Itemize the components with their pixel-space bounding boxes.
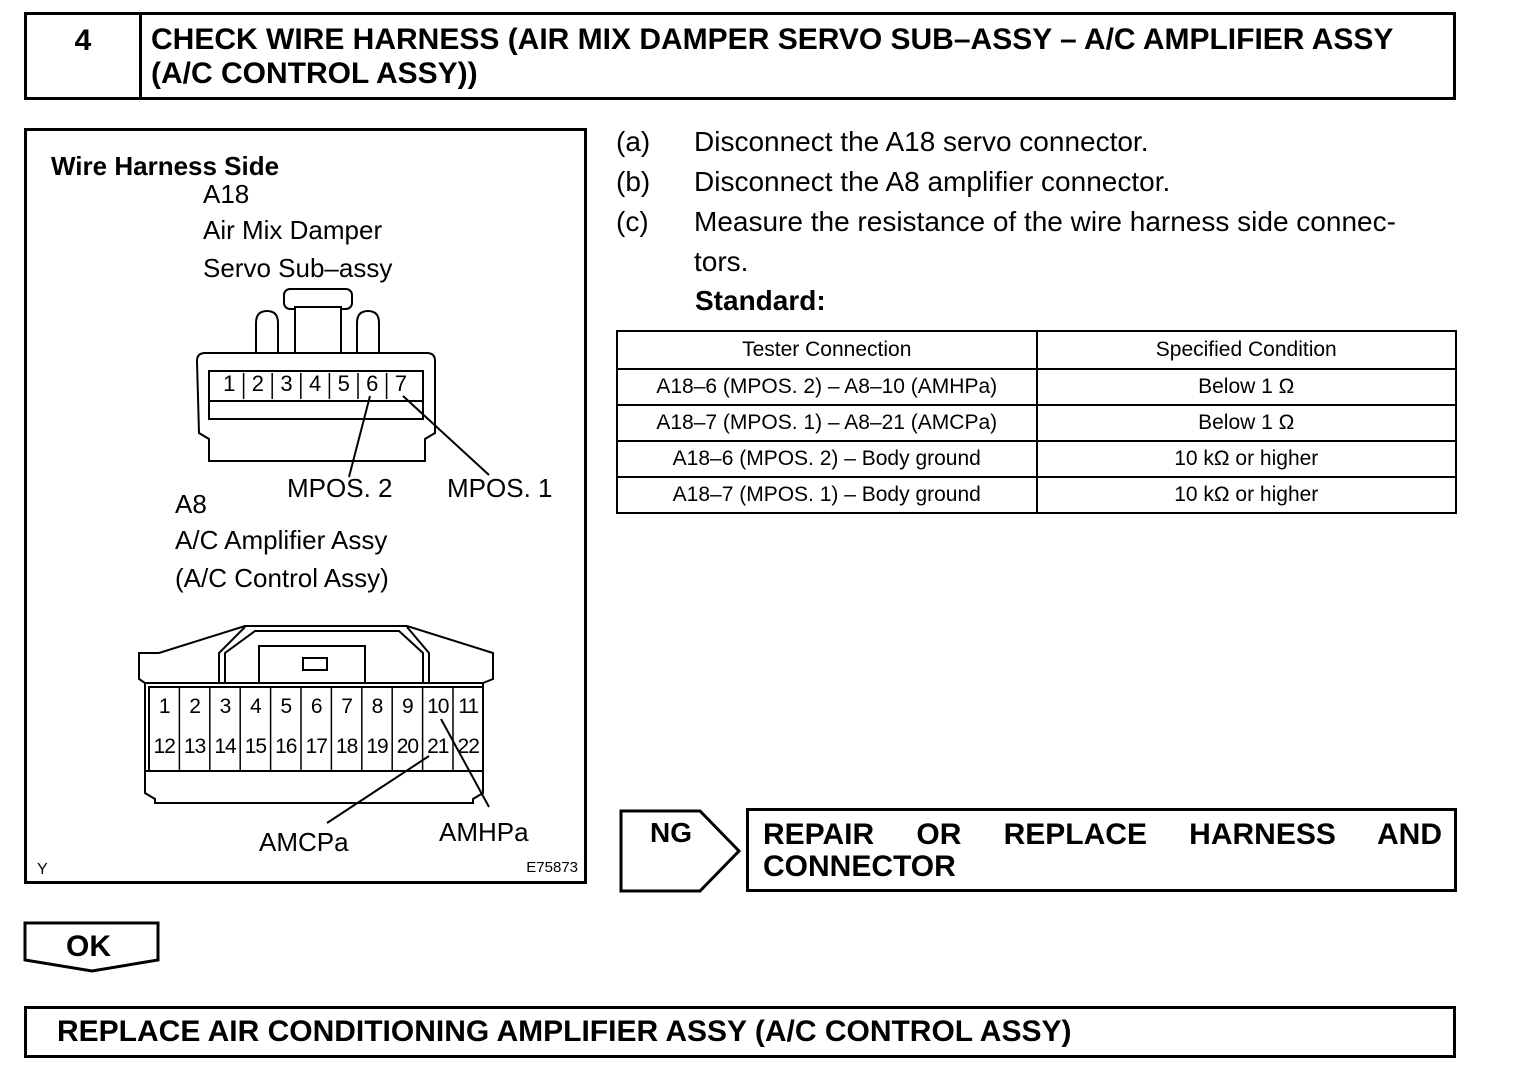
ng-label: NG xyxy=(650,817,692,848)
ng-action-line2: CONNECTOR xyxy=(763,850,956,883)
table-cell: Below 1 Ω xyxy=(1037,405,1457,441)
table-cell: 10 kΩ or higher xyxy=(1037,477,1457,513)
a8-pin-21: 21 xyxy=(427,735,449,758)
instruction-letter: (b) xyxy=(616,166,651,197)
spec-table xyxy=(616,330,1457,514)
ng-action-text xyxy=(763,819,1442,883)
a18-code: A18 xyxy=(203,179,250,209)
a8-pin-7: 7 xyxy=(341,695,352,718)
step-number: 4 xyxy=(27,15,142,97)
table-header-cell: Tester Connection xyxy=(617,331,1037,369)
a8-pin-15: 15 xyxy=(244,735,267,758)
table-row xyxy=(617,477,1456,513)
table-row xyxy=(617,405,1456,441)
ok-label: OK xyxy=(66,930,111,963)
instruction-text: Measure the resistance of the wire harness side connec- xyxy=(694,206,1396,237)
table-cell: A18–7 (MPOS. 1) – A8–21 (AMCPa) xyxy=(617,405,1037,441)
table-header-cell: Specified Condition xyxy=(1037,331,1457,369)
a8-code: A8 xyxy=(175,489,207,519)
a8-pin-1: 1 xyxy=(158,695,170,718)
table-cell: A18–6 (MPOS. 2) – Body ground xyxy=(617,441,1037,477)
a8-pin-3: 3 xyxy=(219,695,231,718)
instruction-letter: (a) xyxy=(616,126,651,157)
diagram-heading: Wire Harness Side xyxy=(51,151,280,181)
step-title: CHECK WIRE HARNESS (AIR MIX DAMPER SERVO SUB–ASSY – A/C AMPLIFIER ASSY (A/C CONTROL ASSY)) xyxy=(151,23,1393,90)
a8-pin-4: 4 xyxy=(250,695,261,718)
a18-pin-1: 1 xyxy=(223,371,236,396)
a8-pin-18: 18 xyxy=(335,735,358,758)
ng-action-box xyxy=(746,808,1457,892)
step-header xyxy=(24,12,1456,100)
a18-pin-7: 7 xyxy=(394,371,408,396)
standard-label: Standard: xyxy=(695,285,826,316)
table-cell: Below 1 Ω xyxy=(1037,369,1457,405)
a18-pin-4: 4 xyxy=(308,371,322,396)
figure-code: E75873 xyxy=(526,859,578,876)
a18-name-line1: Air Mix Damper xyxy=(203,215,383,245)
a8-name-line1: A/C Amplifier Assy xyxy=(175,525,388,555)
a8-pin-14: 14 xyxy=(214,735,236,758)
table-cell: A18–6 (MPOS. 2) – A8–10 (AMHPa) xyxy=(617,369,1037,405)
instruction-letter: (c) xyxy=(616,206,649,237)
table-row xyxy=(617,441,1456,477)
a18-pin-3: 3 xyxy=(280,371,293,396)
a8-pin-20: 20 xyxy=(396,735,419,758)
a8-pin-19: 19 xyxy=(366,735,388,758)
diagram-corner-mark: Y xyxy=(37,861,48,878)
a8-pin-9: 9 xyxy=(402,695,413,718)
callout-mpos1: MPOS. 1 xyxy=(447,473,553,503)
a8-pin-22: 22 xyxy=(457,735,479,758)
instruction-text: Disconnect the A18 servo connector. xyxy=(694,126,1149,157)
a8-pin-17: 17 xyxy=(305,735,327,758)
table-cell: 10 kΩ or higher xyxy=(1037,441,1457,477)
a8-pin-11: 11 xyxy=(458,695,479,718)
a8-pin-10: 10 xyxy=(427,695,449,718)
table-header-row xyxy=(617,331,1456,369)
a8-pin-5: 5 xyxy=(280,695,292,718)
a8-pin-2: 2 xyxy=(189,695,200,718)
connector-diagram xyxy=(24,128,587,884)
a18-pin-6: 6 xyxy=(366,371,379,396)
a8-name-line2: (A/C Control Assy) xyxy=(175,563,389,593)
a18-name-line2: Servo Sub–assy xyxy=(203,253,393,283)
final-action-text: REPLACE AIR CONDITIONING AMPLIFIER ASSY (A/C CONTROL ASSY) xyxy=(57,1015,1072,1048)
final-action-box xyxy=(24,1006,1456,1058)
a8-pin-13: 13 xyxy=(183,735,206,758)
instruction-text: Disconnect the A8 amplifier connector. xyxy=(694,166,1171,197)
table-row xyxy=(617,369,1456,405)
callout-amhpa: AMHPa xyxy=(439,817,529,847)
a18-pin-2: 2 xyxy=(251,371,265,396)
callout-mpos2: MPOS. 2 xyxy=(287,473,393,503)
a18-pin-5: 5 xyxy=(337,371,350,396)
a8-pin-16: 16 xyxy=(275,735,297,758)
a8-pin-8: 8 xyxy=(371,695,383,718)
a8-pin-12: 12 xyxy=(153,735,175,758)
instruction-text: tors. xyxy=(694,246,749,277)
table-cell: A18–7 (MPOS. 1) – Body ground xyxy=(617,477,1037,513)
ng-action-line1: REPAIR OR REPLACE HARNESS AND xyxy=(763,818,1442,851)
a8-pin-6: 6 xyxy=(310,695,322,718)
callout-amcpa: AMCPa xyxy=(259,827,349,857)
